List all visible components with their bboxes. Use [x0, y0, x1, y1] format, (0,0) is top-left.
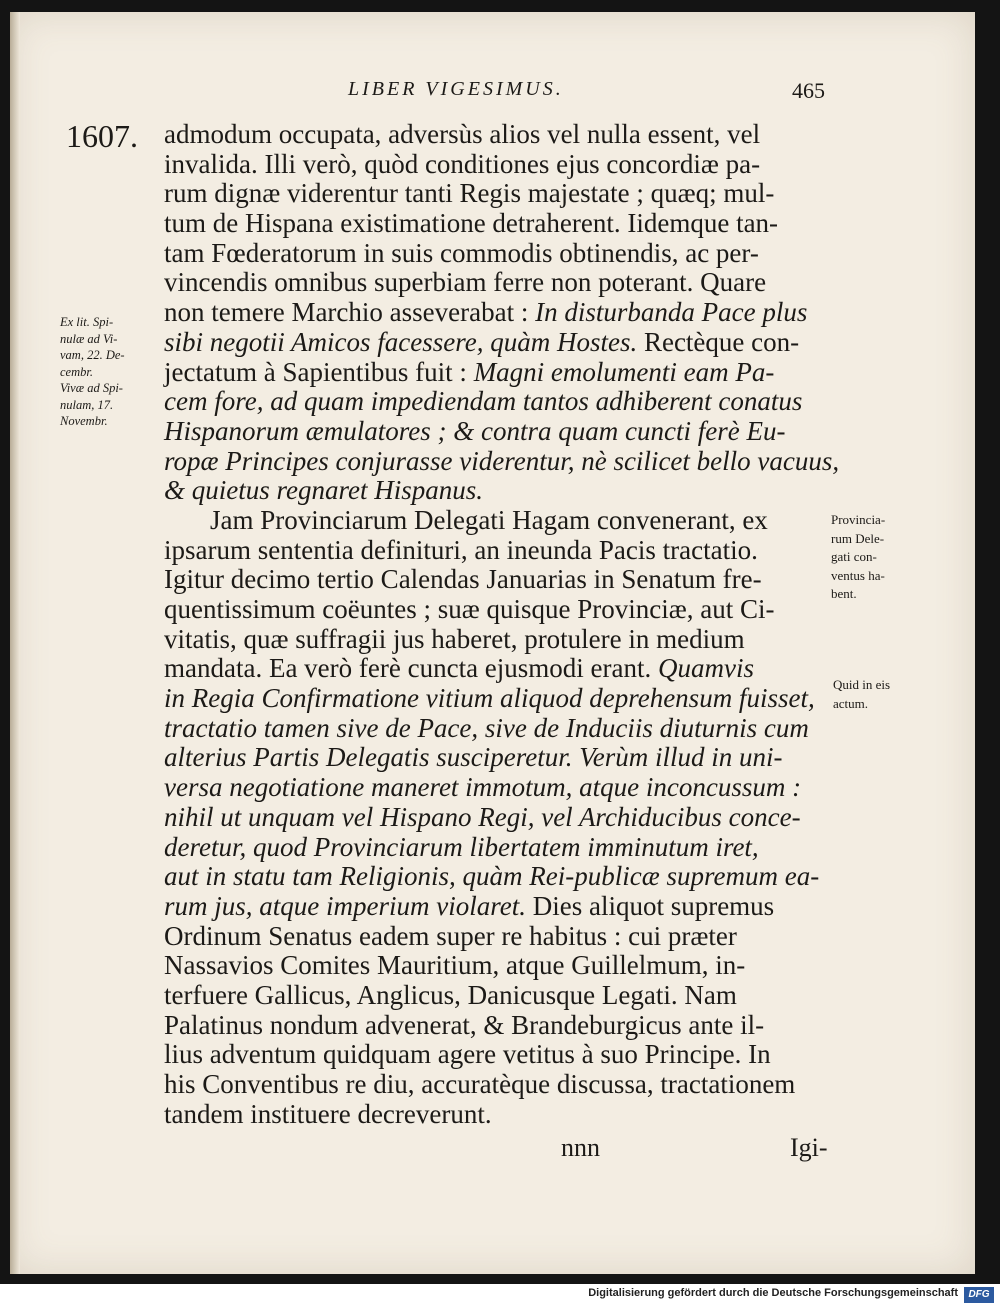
body-line [164, 179, 844, 209]
body-line [164, 298, 844, 328]
body-line [164, 833, 844, 863]
body-line [164, 773, 844, 803]
body-line [164, 268, 844, 298]
page-gutter-shadow [10, 12, 20, 1274]
body-line [164, 1040, 844, 1070]
body-line-text: Dies aliquot supremus [525, 890, 775, 921]
body-line [164, 743, 844, 773]
body-line-text: vitatis, quæ suffragii jus haberet, protulere in medium [164, 623, 745, 654]
catchword: Igi- [790, 1133, 828, 1162]
body-line [164, 1070, 844, 1100]
body-line [164, 476, 844, 506]
body-line-text: aut in statu tam Religionis, quàm Rei-publicæ supremum ea- [164, 861, 820, 892]
body-line [164, 565, 844, 595]
body-line-text: deretur, quod Provinciarum libertatem imminutum iret, [164, 831, 759, 862]
side-note-line: nulam, 17. [60, 397, 114, 412]
body-line-text: tum de Hispana existimatione detraherent. Iidemque tan- [164, 208, 779, 239]
body-line [164, 892, 844, 922]
side-note-line: vam, 22. De- [60, 348, 125, 362]
body-line-text: Nassavios Comites Mauritium, atque Guillelmum, in- [164, 950, 746, 981]
body-line [164, 714, 844, 744]
body-line-text: nihil ut unquam vel Hispano Regi, vel Archiducibus conce- [164, 801, 801, 832]
body-line [164, 684, 844, 714]
side-note-line: Provincia- [831, 512, 886, 527]
signature-mark: nnn [561, 1133, 600, 1162]
body-line-text: Jam Provinciarum Delegati Hagam convenerant, ex [210, 504, 768, 535]
body-line-text: alterius Partis Delegatis susciperetur. Verùm illud in uni- [164, 742, 783, 773]
body-line [164, 951, 844, 981]
running-head: LIBER VIGESIMUS. [348, 78, 564, 100]
side-note-line: rum Dele- [831, 530, 885, 546]
side-note-line: gati con- [831, 549, 877, 564]
body-line-text: admodum occupata, adversùs alios vel nulla essent, vel [164, 119, 761, 149]
body-line-italic-part: Magni emolumenti eam Pa- [473, 356, 775, 387]
body-line-text: quentissimum coëuntes ; suæ quisque Provinciæ, aut Ci- [164, 594, 775, 624]
body-line-text: & quietus regnaret Hispanus. [164, 475, 483, 506]
body-line-text: ipsarum sententia definituri, an ineunda Pacis tractatio. [164, 534, 758, 565]
body-line [164, 209, 844, 239]
side-note-right-delegates [831, 511, 885, 604]
body-line-text: rum dignæ viderentur tanti Regis majestate ; quæq; mul- [164, 178, 775, 209]
body-line-italic-part: rum jus, atque imperium violaret. [164, 890, 526, 921]
body-line [164, 922, 844, 952]
body-line-text: invalida. Illi verò, quòd conditiones ejus concordiæ pa- [164, 148, 761, 179]
dfg-logo: DFG [964, 1287, 994, 1303]
body-line-text: terfuere Gallicus, Anglicus, Danicusque Legati. Nam [164, 979, 737, 1010]
digitization-credit: Digitalisierung gefördert durch die Deutsche Forschungsgemeinschaft [588, 1287, 958, 1299]
body-line-text: tam Fœderatorum in suis commodis obtinendis, ac per- [164, 237, 759, 268]
body-line-text: lius adventum quidquam agere vetitus à suo Principe. In [164, 1039, 771, 1070]
side-note-line: Ex lit. Spi- [60, 315, 114, 329]
body-line-text: vincendis omnibus superbiam ferre non poterant. Quare [164, 267, 767, 298]
body-line [164, 239, 844, 269]
body-line [164, 981, 844, 1011]
body-line-text: tandem instituere decreverunt. [164, 1098, 492, 1129]
body-line-text: Igitur decimo tertio Calendas Januarias in Senatum fre- [164, 564, 762, 595]
body-line [164, 1011, 844, 1041]
body-line-italic-part: Quamvis [658, 653, 755, 684]
body-line [164, 150, 844, 180]
side-note-line: actum. [833, 696, 869, 711]
body-line [164, 1100, 844, 1130]
body-line [164, 862, 844, 892]
body-line-italic-part: sibi negotii Amicos facessere, quàm Hostes. [164, 326, 638, 357]
body-line-text: Palatinus nondum advenerat, & Brandeburgicus ante il- [164, 1009, 765, 1040]
side-note-line: Novembr. [60, 414, 108, 428]
body-line [164, 536, 844, 566]
side-note-left [60, 314, 125, 430]
body-line [164, 417, 844, 447]
side-note-line: Quid in eis [833, 677, 891, 692]
body-line-text: in Regia Confirmatione vitium aliquod deprehensum fuisset, [164, 683, 815, 714]
body-line-text: his Conventibus re diu, accuratèque discussa, tractationem [164, 1069, 796, 1099]
body-line-text: cem fore, ad quam impediendam tantos adhiberent conatus [164, 386, 803, 417]
body-line-text: Ordinum Senatus eadem super re habitus : cui præter [164, 920, 737, 951]
body-line [164, 595, 844, 625]
body-text [164, 120, 844, 1129]
body-line [164, 387, 844, 417]
body-line-text: jectatum à Sapientibus fuit : [164, 356, 474, 387]
body-line-text: tractatio tamen sive de Pace, sive de Induciis diuturnis cum [164, 712, 809, 743]
body-line-text: mandata. Ea verò ferè cuncta ejusmodi erant. [164, 653, 659, 684]
body-line-text: Rectèque con- [637, 326, 800, 357]
side-note-line: bent. [831, 586, 857, 601]
body-line [164, 506, 844, 536]
body-line-italic-part: In disturbanda Pace plus [535, 297, 808, 328]
body-line [164, 803, 844, 833]
side-note-line: ventus ha- [831, 567, 885, 583]
side-note-line: nulæ ad Vi- [60, 331, 118, 346]
body-line [164, 654, 844, 684]
side-note-right-actum [833, 675, 890, 713]
body-line-text: Hispanorum æmulatores ; & contra quam cuncti ferè Eu- [164, 415, 786, 446]
body-line-text: ropæ Principes conjurasse viderentur, nè scilicet bello vacuus, [164, 445, 840, 476]
body-line [164, 625, 844, 655]
body-line-text: versa negotiatione maneret immotum, atque inconcussum : [164, 772, 802, 803]
year-marginal: 1607. [66, 118, 138, 154]
body-line [164, 120, 844, 150]
book-page [10, 12, 975, 1274]
side-note-line: Vivæ ad Spi- [60, 381, 123, 395]
body-line [164, 358, 844, 388]
footer-bar [0, 1284, 1000, 1307]
body-line [164, 447, 844, 477]
body-line-text: non temere Marchio asseverabat : [164, 297, 536, 328]
side-note-line: cembr. [60, 364, 93, 379]
page-number: 465 [792, 78, 825, 103]
body-line [164, 328, 844, 358]
